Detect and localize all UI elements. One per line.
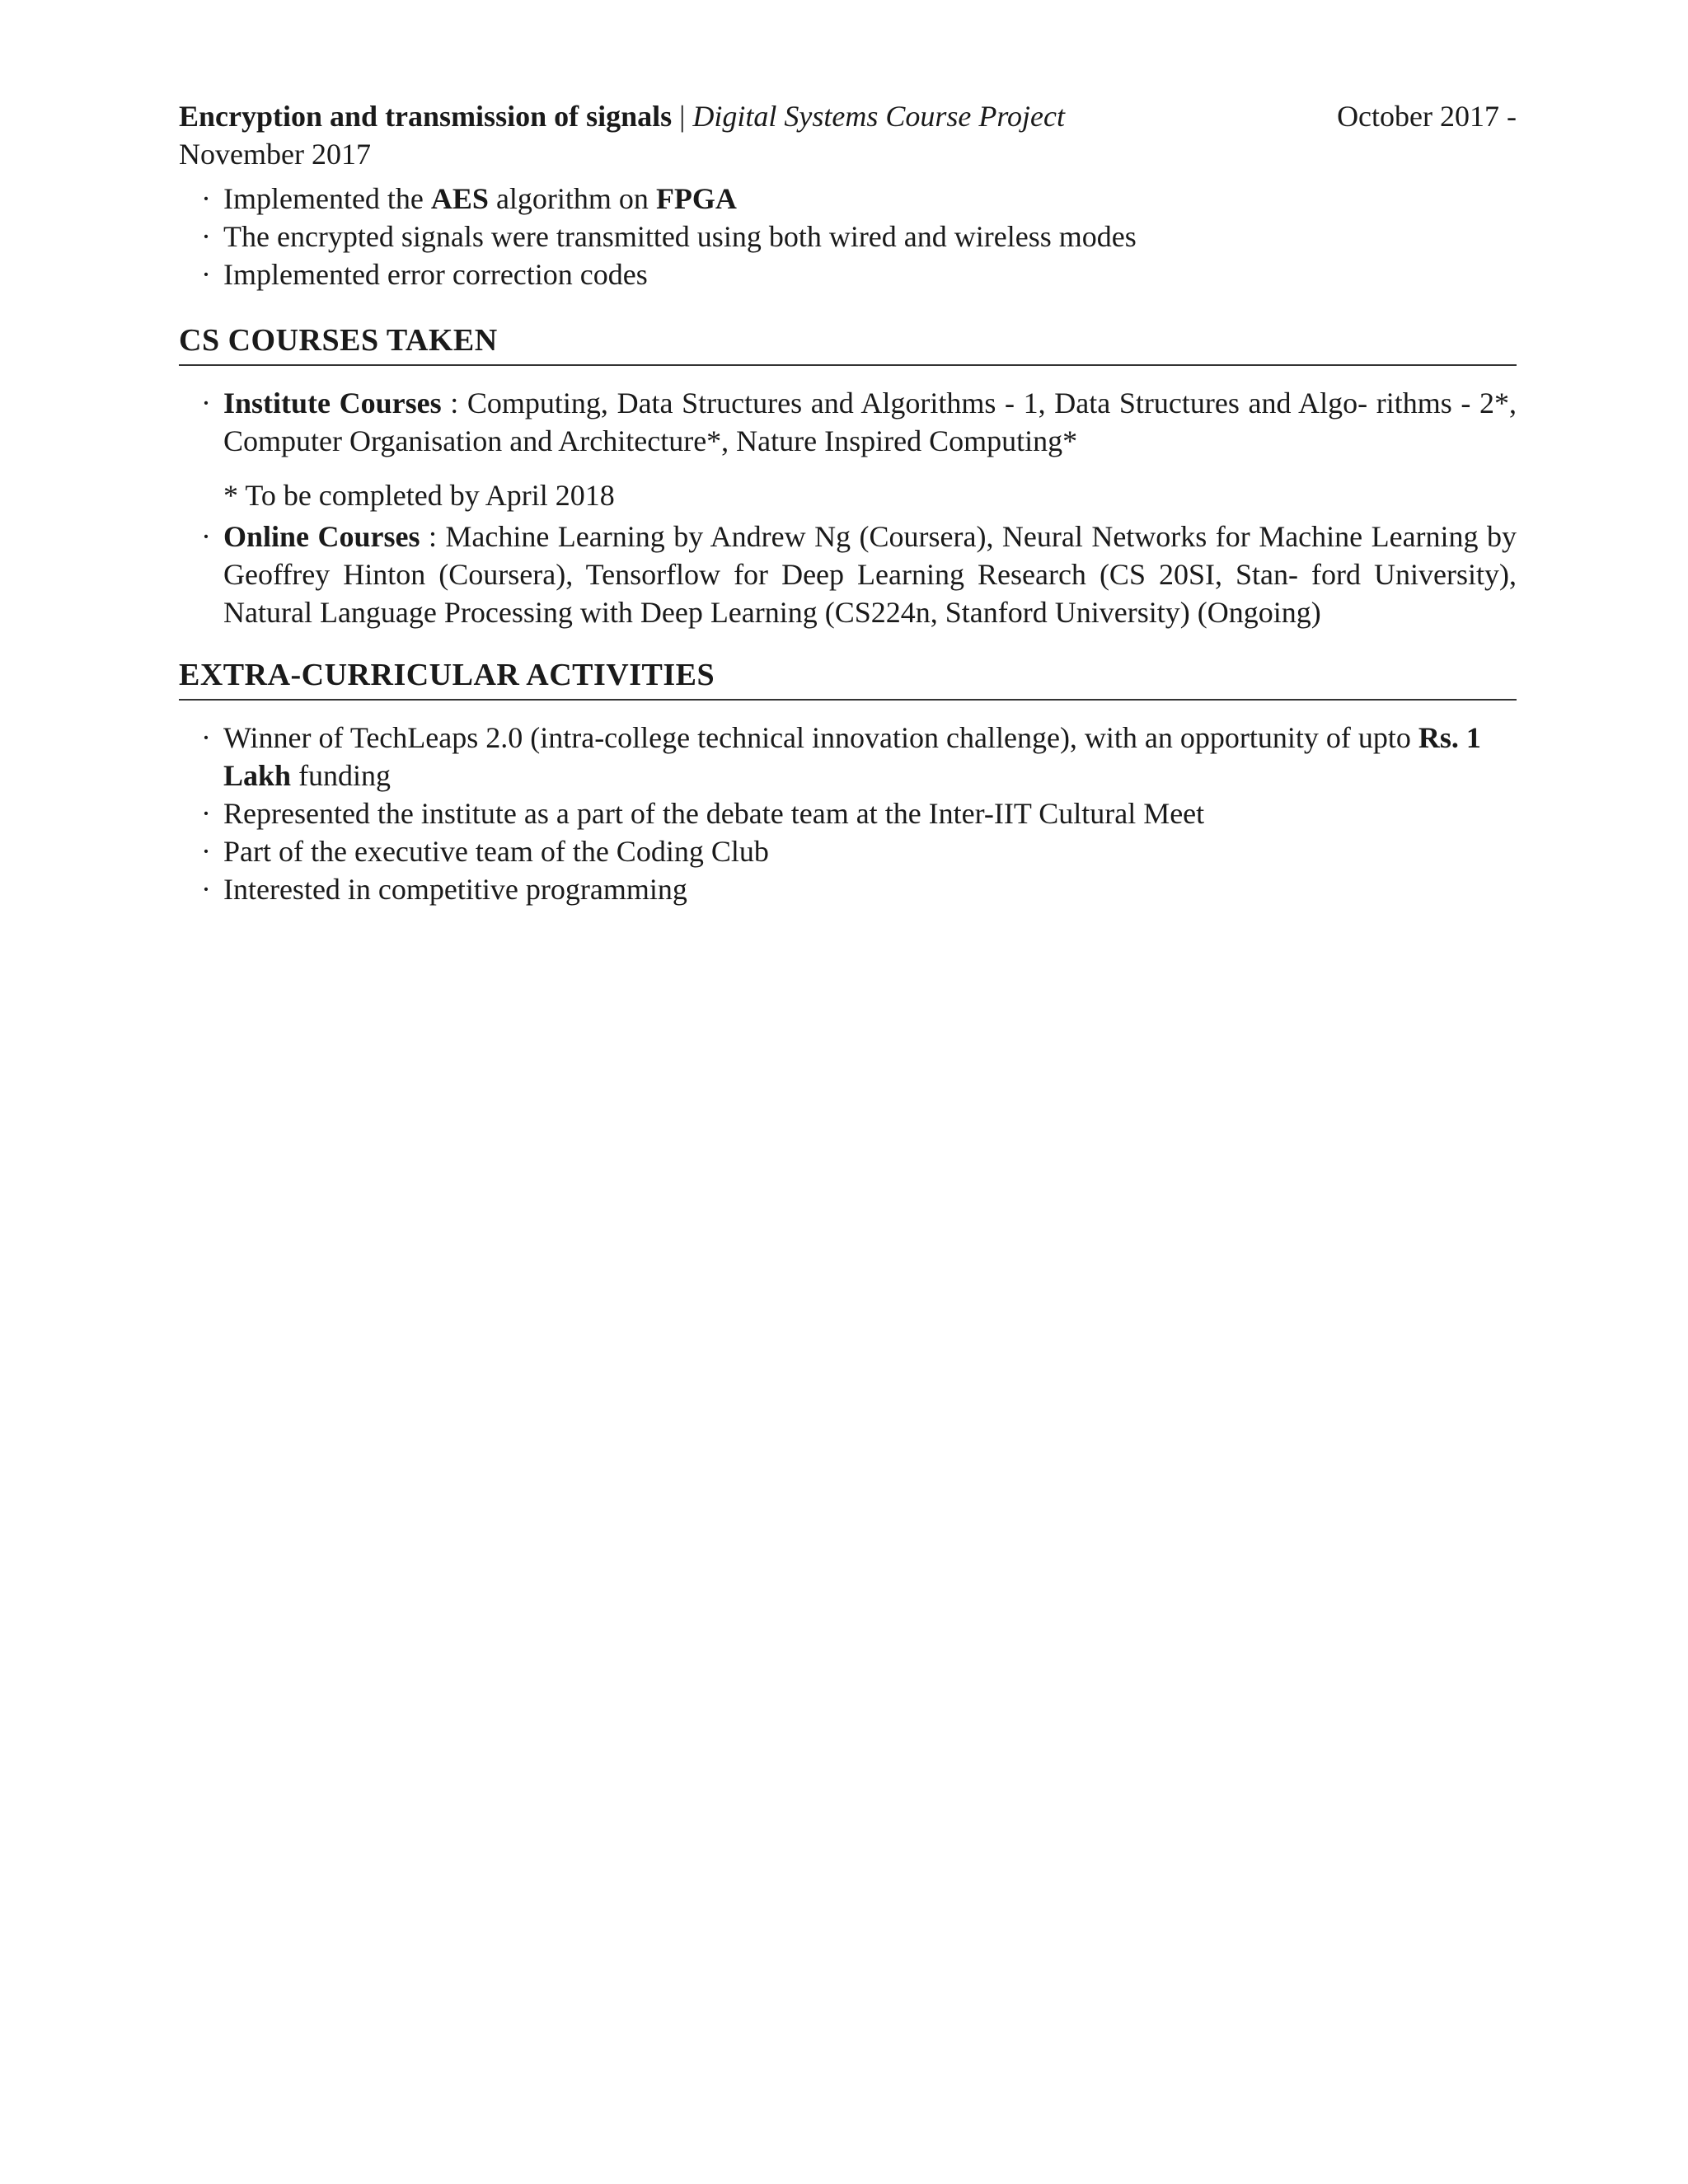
project-header <box>179 97 1517 135</box>
list-item <box>179 255 1517 293</box>
bullet-glyph: · <box>201 797 211 830</box>
bullet-glyph: · <box>201 873 211 906</box>
list-item <box>179 180 1517 218</box>
bullet-text: The encrypted signals were transmitted using both wired and wireless modes <box>223 220 1137 253</box>
project-bullets <box>179 180 1517 293</box>
bullet-text-pre: Implemented the <box>223 182 431 215</box>
list-item <box>179 832 1517 870</box>
bullet-glyph: · <box>201 721 211 754</box>
activity-bold-funding: Rs. 1 Lakh <box>223 721 1481 792</box>
institute-courses-label: Institute Courses <box>223 387 442 419</box>
bullet-glyph: · <box>201 835 211 868</box>
bullet-glyph: · <box>201 220 211 253</box>
list-item <box>179 218 1517 255</box>
bullet-bold-fpga: FPGA <box>655 182 737 215</box>
extracurricular-list <box>179 719 1517 908</box>
section-heading-extracurricular: EXTRA-CURRICULAR ACTIVITIES <box>179 656 1517 701</box>
online-courses-text: : Machine Learning by Andrew Ng (Coursera), Neural Networks for Machine Learning by Geoffrey Hinton (Coursera), Tensorflow for Deep Learning Research (CS 20SI, Stan- ford University), Natural Language Processing with Deep Learning (CS224n, Stanford University) (Ongoing) <box>223 520 1517 629</box>
online-courses-label: Online Courses <box>223 520 420 553</box>
activity-text: Interested in competitive programming <box>223 873 687 906</box>
bullet-glyph: · <box>201 182 211 215</box>
list-item <box>179 384 1517 460</box>
activity-text-pre: Winner of TechLeaps 2.0 (intra-college technical innovation challenge), with an opportunity of upto <box>223 721 1418 754</box>
section-heading-courses: CS COURSES TAKEN <box>179 321 1517 366</box>
bullet-glyph: · <box>201 387 211 419</box>
list-item <box>179 719 1517 794</box>
activity-text: Part of the executive team of the Coding Club <box>223 835 769 868</box>
project-separator: | <box>679 100 686 133</box>
list-item <box>179 518 1517 631</box>
bullet-bold-aes: AES <box>430 182 489 215</box>
list-item <box>179 794 1517 832</box>
institute-courses-text: : Computing, Data Structures and Algorithms - 1, Data Structures and Algo- rithms - 2*, Computer Organisation and Architecture*, Nature Inspired Computing* <box>223 387 1517 457</box>
project-title: Encryption and transmission of signals <box>179 100 673 133</box>
bullet-glyph: · <box>201 520 211 553</box>
activity-text-post: funding <box>291 759 392 792</box>
completion-note: * To be completed by April 2018 <box>223 479 615 512</box>
bullet-glyph: · <box>201 258 211 291</box>
project-title-line <box>179 97 1065 135</box>
list-item <box>179 870 1517 908</box>
online-courses-list <box>179 518 1517 631</box>
bullet-text-mid: algorithm on <box>488 182 656 215</box>
project-date-end: November 2017 <box>179 138 371 171</box>
resume-content <box>179 97 1517 908</box>
bullet-text: Implemented error correction codes <box>223 258 648 291</box>
project-date-start: October 2017 - <box>1337 100 1517 133</box>
activity-text: Represented the institute as a part of the debate team at the Inter-IIT Cultural Meet <box>223 797 1205 830</box>
project-subtitle: Digital Systems Course Project <box>692 100 1065 133</box>
courses-list <box>179 384 1517 460</box>
